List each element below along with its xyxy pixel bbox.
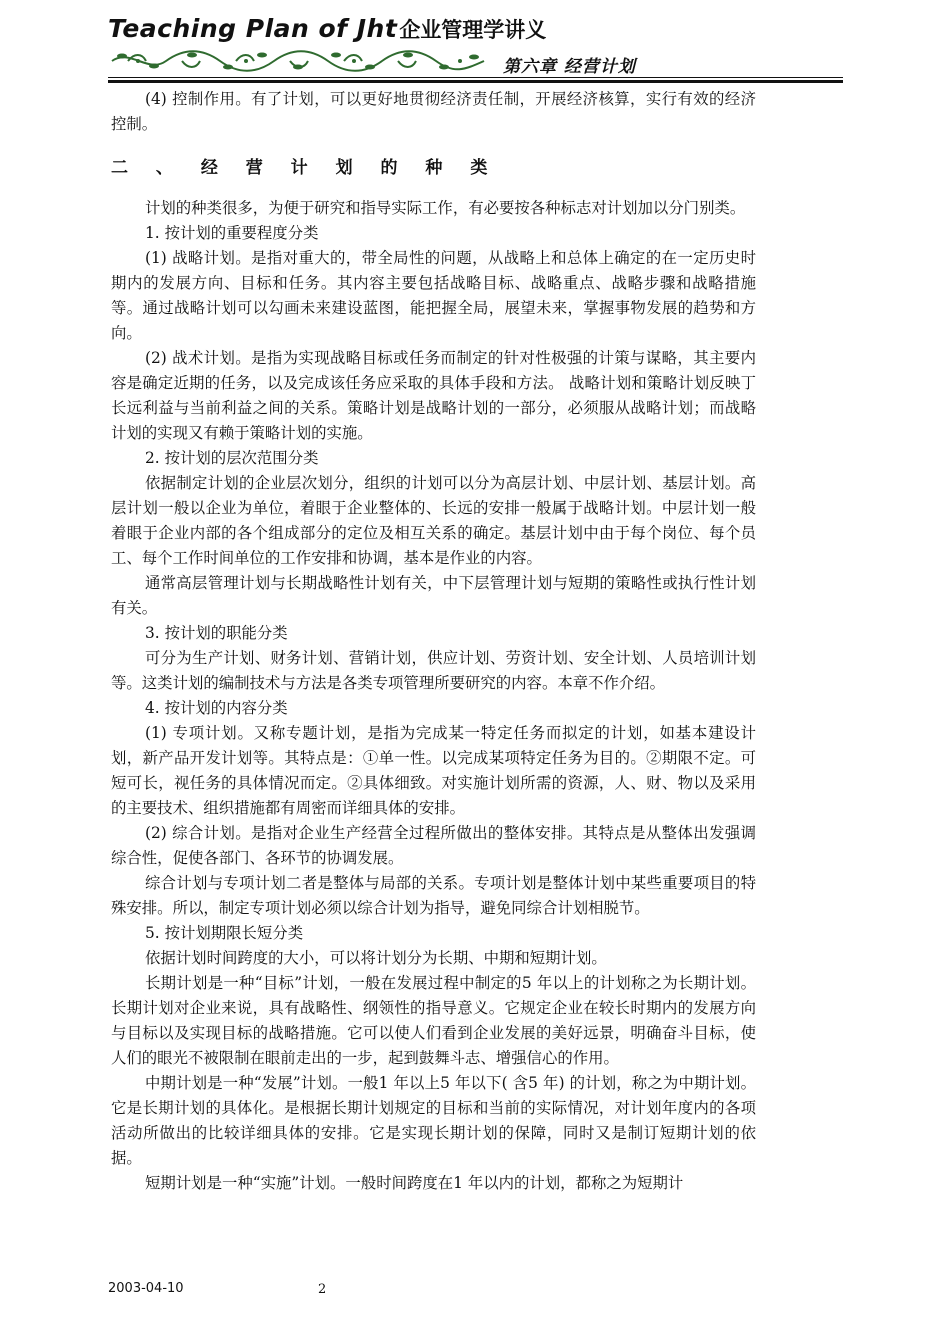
section-heading: 二 、 经 营 计 划 的 种 类 <box>111 158 499 178</box>
subsection-heading: 1. 按计划的重要程度分类 <box>145 224 319 242</box>
paragraph: 通常高层管理计划与长期战略性计划有关，中下层管理计划与短期的策略性或执行性计划有关。 <box>111 574 756 617</box>
subsection-heading: 4. 按计划的内容分类 <box>145 699 288 717</box>
paragraph: 可分为生产计划、财务计划、营销计划，供应计划、劳资计划、安全计划、人员培训计划等。这类计划的编制技术与方法是各类专项管理所要研究的内容。本章不作介绍。 <box>111 649 756 692</box>
paragraph: (1) 战略计划。是指对重大的，带全局性的问题，从战略上和总体上确定的在一定历史时期内的发展方向、目标和任务。其内容主要包括战略目标、战略重点、战略步骤和战略措施等。通过战略计划可以勾画未来建设蓝图，能把握全局，展望未来，掌握事物发展的趋势和方向。 <box>111 249 756 342</box>
paragraph: 依据制定计划的企业层次划分，组织的计划可以分为高层计划、中层计划、基层计划。高层计划一般以企业为单位，着眼于企业整体的、长远的安排一般属于战略计划。中层计划一般着眼于企业内部的各个组成部分的定位及相互关系的确定。基层计划中由于每个岗位、每个员工、每个工作时间单位的工作安排和协调，基本是作业的内容。 <box>111 474 756 567</box>
paragraph: 中期计划是一种“发展”计划。一般1 年以上5 年以下( 含5 年) 的计划，称之为中期计划。它是长期计划的具体化。是根据长期计划规定的目标和当前的实际情况，对计划年度内的各项活动所做出的比较详细具体的安排。它是实现长期计划的保障，同时又是制订短期计划的依据。 <box>111 1074 756 1167</box>
paragraph: 短期计划是一种“实施”计划。一般时间跨度在1 年以内的计划，都称之为短期计 <box>145 1174 684 1192</box>
paragraph: 计划的种类很多，为便于研究和指导实际工作，有必要按各种标志对计划加以分门别类。 <box>145 199 746 217</box>
subsection-heading: 5. 按计划期限长短分类 <box>145 924 304 942</box>
subsection-heading: 2. 按计划的层次范围分类 <box>145 449 319 467</box>
paragraph: 依据计划时间跨度的大小，可以将计划分为长期、中期和短期计划。 <box>145 949 607 967</box>
paragraph: (2) 综合计划。是指对企业生产经营全过程所做出的整体安排。其特点是从整体出发强调综合性，促使各部门、各环节的协调发展。 <box>111 824 756 867</box>
paragraph: 长期计划是一种“目标”计划，一般在发展过程中制定的5 年以上的计划称之为长期计划。长期计划对企业来说，具有战略性、纲领性的指导意义。它规定企业在较长时期内的发展方向与目标以及实现目标的战略措施。它可以使人们看到企业发展的美好远景，明确奋斗目标，使人们的眼光不被限制在眼前走出的一步，起到鼓舞斗志、增强信心的作用。 <box>111 974 756 1067</box>
document-body <box>111 87 756 1196</box>
paragraph: (2) 战术计划。是指为实现战略目标或任务而制定的针对性极强的计策与谋略，其主要内容是确定近期的任务，以及完成该任务应采取的具体手段和方法。 战略计划和策略计划反映丁长远利益与当前利益之间的关系。策略计划是战略计划的一部分，必须服从战略计划；而战略计划的实现又有赖于策略计划的实施。 <box>111 349 756 442</box>
paragraph: (1) 专项计划。又称专题计划，是指为完成某一特定任务而拟定的计划，如基本建设计划，新产品开发计划等。其特点是：①单一性。以完成某项特定任务为目的。②期限不定。可短可长，视任务的具体情况而定。②具体细致。对实施计划所需的资源，人、财、物以及采用的主要技术、组织措施都有周密而详细具体的安排。 <box>111 724 756 817</box>
page-header <box>108 10 843 82</box>
page-number: 2 <box>318 1282 327 1297</box>
header-title-chinese: 企业管理学讲义 <box>399 18 547 42</box>
paragraph: 综合计划与专项计划二者是整体与局部的关系。专项计划是整体计划中某些重要项目的特殊安排。所以，制定专项计划必须以综合计划为指导，避免同综合计划相脱节。 <box>111 874 756 917</box>
vine-ornament-icon <box>108 50 488 72</box>
header-divider-thin <box>108 77 843 78</box>
subsection-heading: 3. 按计划的职能分类 <box>145 624 288 642</box>
header-title <box>108 14 546 44</box>
header-divider-thick <box>108 80 843 83</box>
header-title-english: Teaching Plan of Jht <box>108 14 398 43</box>
paragraph: (4) 控制作用。有了计划，可以更好地贯彻经济责任制，开展经济核算，实行有效的经济控制。 <box>111 90 756 133</box>
chapter-title: 第六章 经营计划 <box>503 57 636 77</box>
footer-date: 2003-04-10 <box>108 1281 184 1296</box>
